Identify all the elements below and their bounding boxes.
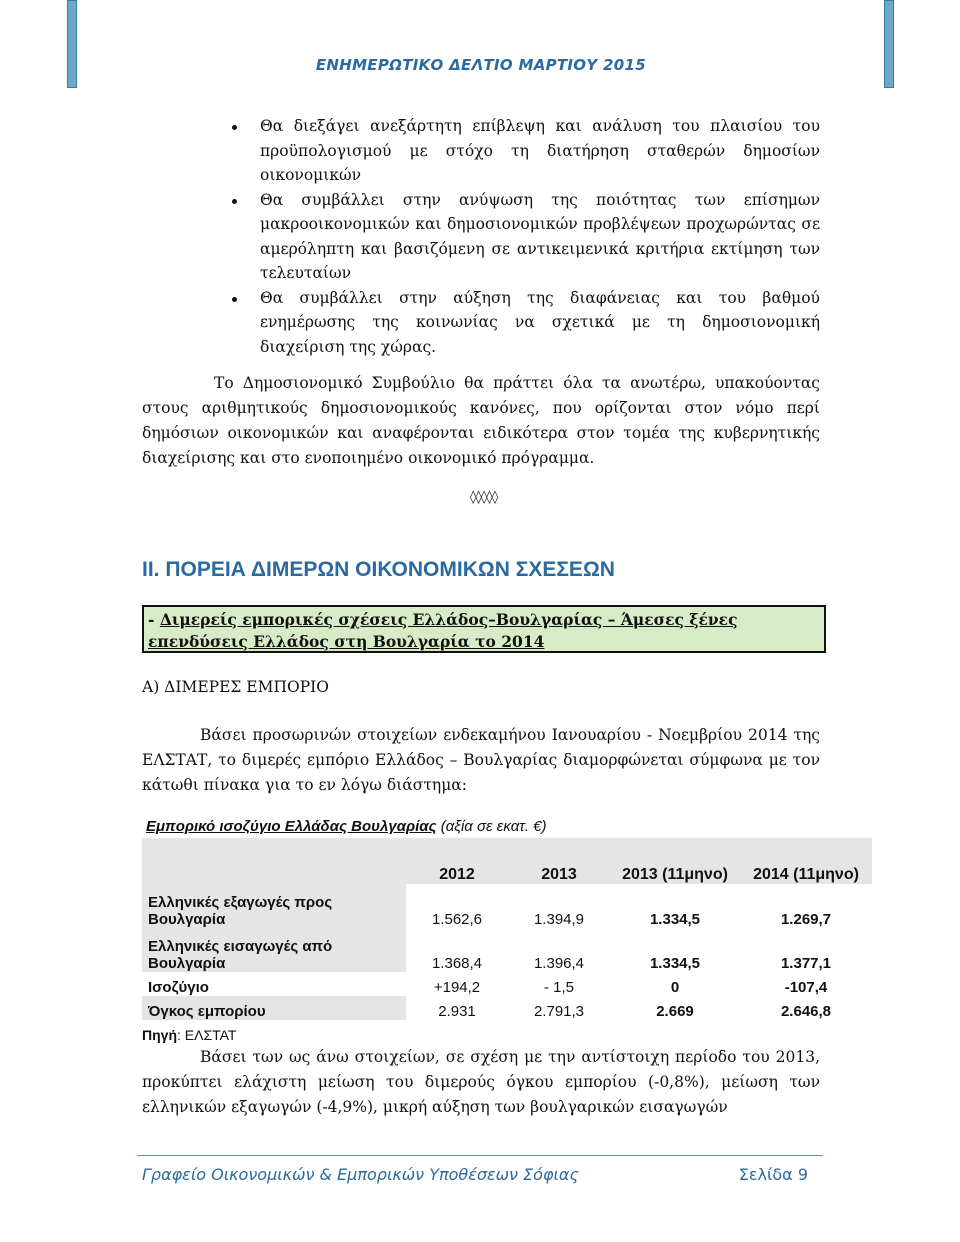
table-header-empty <box>142 838 406 884</box>
paragraph-elstat-data: Βάσει προσωρινών στοιχείων ενδεκαμήνου Ιανουαρίου - Νοεμβρίου 2014 της ΕΛΣΤΑΤ, το διμερές εμπόριο Ελλάδος – Βουλγαρίας διαμορφώνεται σύμφωνα με τον κάτωθι πίνακα για το εν λόγω διάστημα: <box>142 726 820 794</box>
table-cell: -107,4 <box>784 979 828 996</box>
bullet-item: Θα διεξάγει ανεξάρτητη επίβλεψη και ανάλυση του πλαισίου του προϋπολογισμού με στόχο τη διατήρηση σταθερών δημοσίων οικονομικών <box>230 114 820 188</box>
table-cell: 2.931 <box>438 1003 476 1020</box>
bullet-list <box>230 114 820 359</box>
highlight-box <box>142 605 826 653</box>
table-header-cell: 2013 <box>508 838 610 884</box>
table-cell: 2.669 <box>656 1003 694 1020</box>
table-cell: 1.368,4 <box>431 955 483 972</box>
table-title-bold: Εμπορικό ισοζύγιο Ελλάδας Βουλγαρίας <box>146 818 437 835</box>
box-prefix: - <box>148 610 160 629</box>
bullet-item: Θα συμβάλλει στην αύξηση της διαφάνειας και του βαθμού ενημέρωσης της κοινωνίας να σχετικά με τη δημοσιονομική διαχείριση της χώρας. <box>230 286 820 360</box>
table-cell: 1.377,1 <box>780 955 832 972</box>
table-cell: 1.394,9 <box>533 911 585 928</box>
bullet-dot-icon <box>232 297 237 302</box>
table-cell: 2.646,8 <box>780 1003 832 1020</box>
footer-office: Γραφείο Οικονομικών & Εμπορικών Υποθέσεων Σόφιας <box>142 1165 579 1184</box>
separator-diamonds: ◊◊◊◊◊ <box>470 490 498 505</box>
table-cell: 1.562,6 <box>431 911 483 928</box>
table-header-row <box>142 838 872 884</box>
right-decor-bar <box>884 0 894 88</box>
table-header-cell: 2014 (11μηνο) <box>740 838 872 884</box>
table-cell: - 1,5 <box>543 979 574 996</box>
table-title-rest: (αξία σε εκατ. €) <box>436 818 547 835</box>
table-row <box>142 996 872 1020</box>
row-label: Ισοζύγιο <box>148 979 209 996</box>
row-label: Ελληνικές εισαγωγές από Βουλγαρία <box>142 928 406 972</box>
table-row <box>142 884 872 928</box>
table-row <box>142 972 872 996</box>
table-title <box>146 818 547 835</box>
box-text: Διμερείς εμπορικές σχέσεις Ελλάδος–Βουλγαρίας – Άμεσες ξένες επενδύσεις Ελλάδος στη Βουλγαρία το 2014 <box>148 610 738 651</box>
trade-balance-table <box>142 838 872 1020</box>
table-cell: 1.396,4 <box>533 955 585 972</box>
left-decor-bar <box>67 0 77 88</box>
footer-divider <box>137 1155 823 1156</box>
paragraph-analysis: Βάσει των ως άνω στοιχείων, σε σχέση με την αντίστοιχη περίοδο του 2013, προκύπτει ελάχιστη μείωση του διμερούς όγκου εμπορίου (-0,8%), μείωση των ελληνικών εξαγωγών (-4,9%), μικρή αύξηση των βουλγαρικών εισαγωγών <box>142 1048 820 1116</box>
bullet-item: Θα συμβάλλει στην ανύψωση της ποιότητας των επίσημων μακροοικονομικών και δημοσιονομικών προβλέψεων προχωρώντας σε αμερόληπτη και βασιζόμενη σε αντικειμενικά κριτήρια εκτίμηση των τελευταίων <box>230 188 820 286</box>
bullet-dot-icon <box>232 199 237 204</box>
table-cell: 2.791,3 <box>533 1003 585 1020</box>
table-header-cell: 2012 <box>406 838 508 884</box>
row-label: Ελληνικές εξαγωγές προς Βουλγαρία <box>142 884 406 928</box>
table-row <box>142 928 872 972</box>
table-source <box>142 1027 237 1043</box>
table-cell: 1.334,5 <box>649 911 701 928</box>
table-cell: 1.334,5 <box>649 955 701 972</box>
paragraph-fiscal-council: Το Δημοσιονομικό Συμβούλιο θα πράττει όλα τα ανωτέρω, υπακούοντας στους αριθμητικούς δημοσιονομικούς κανόνες, που ορίζονται στον νόμο περί δημόσιων οικονομικών και αναφέρονται ειδικότερα στον τομέα της κυβερνητικής διαχείρισης και στο ενοποιημένο οικονομικό πρόγραμμα. <box>142 374 820 467</box>
row-label: Όγκος εμπορίου <box>142 996 406 1020</box>
source-label: Πηγή <box>142 1027 177 1043</box>
bullet-dot-icon <box>232 125 237 130</box>
source-value: : ΕΛΣΤΑΤ <box>177 1027 237 1043</box>
subheading-bilateral-trade: Α) ΔΙΜΕΡΕΣ ΕΜΠΟΡΙΟ <box>142 678 329 696</box>
table-cell: +194,2 <box>433 979 481 996</box>
table-header-cell: 2013 (11μηνο) <box>610 838 740 884</box>
table-cell: 0 <box>670 979 680 996</box>
section-title: II. ΠΟΡΕΙΑ ΔΙΜΕΡΩΝ ΟΙΚΟΝΟΜΙΚΩΝ ΣΧΕΣΕΩΝ <box>142 558 615 581</box>
page-header-title: ΕΝΗΜΕΡΩΤΙΚΟ ΔΕΛΤΙΟ ΜΑΡΤΙΟΥ 2015 <box>315 56 646 74</box>
table-cell: 1.269,7 <box>780 911 832 928</box>
footer-page-number: Σελίδα 9 <box>738 1165 808 1184</box>
